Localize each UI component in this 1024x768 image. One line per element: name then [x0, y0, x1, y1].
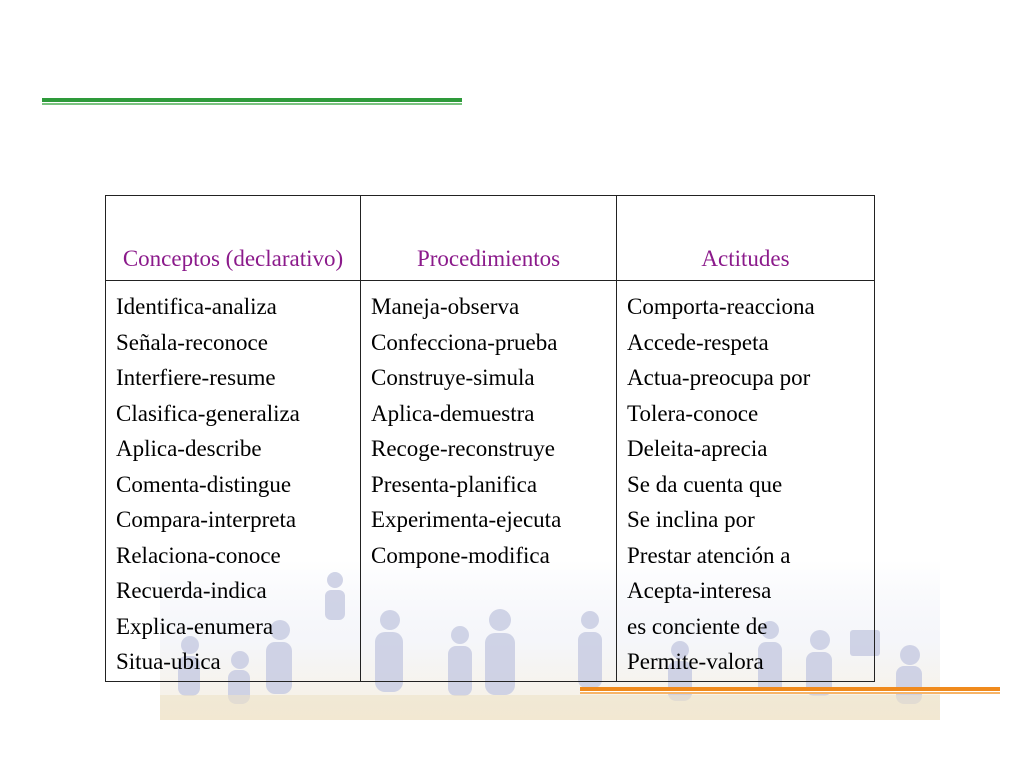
procedimientos-list: [371, 289, 616, 573]
list-item: Compone-modifica: [371, 542, 550, 568]
header-actitudes: Actitudes: [617, 196, 875, 281]
list-item: Identifica-analiza: [116, 294, 277, 319]
content-types-table: [105, 195, 875, 682]
list-item: Recoge-reconstruye: [371, 436, 555, 461]
list-item: Recuerda-indica: [116, 578, 267, 603]
list-item: Actua-preocupa por: [627, 365, 811, 390]
list-item: Maneja-observa: [371, 294, 520, 319]
conceptos-list: [116, 289, 360, 680]
top-green-divider: [42, 98, 462, 105]
list-item: Clasifica-generaliza: [116, 400, 300, 426]
list-item: Comenta-distingue: [116, 471, 292, 497]
bottom-orange-divider: [580, 687, 1000, 694]
list-item: Confecciona-prueba: [371, 329, 558, 355]
list-item: Situa-ubica: [116, 649, 221, 674]
header-conceptos: Conceptos (declarativo): [106, 196, 361, 281]
procedimientos-cell: [361, 281, 617, 682]
list-item: Construye-simula: [371, 365, 535, 390]
list-item: Interfiere-resume: [116, 365, 276, 390]
list-item: Prestar atención a: [627, 542, 791, 568]
header-procedimientos: Procedimientos: [361, 196, 617, 281]
list-item: Se inclina por: [627, 507, 755, 532]
list-item: Aplica-demuestra: [371, 400, 535, 426]
list-item: es conciente de: [627, 613, 768, 639]
list-item: Tolera-conoce: [627, 400, 759, 426]
actitudes-list: [627, 289, 874, 680]
list-item: Experimenta-ejecuta: [371, 507, 562, 532]
list-item: Compara-interpreta: [116, 507, 297, 532]
list-item: Relaciona-conoce: [116, 542, 281, 568]
list-item: Se da cuenta que: [627, 471, 783, 497]
list-item: Aplica-describe: [116, 436, 262, 461]
list-item: Señala-reconoce: [116, 329, 268, 355]
list-item: Deleita-aprecia: [627, 436, 768, 461]
list-item: Presenta-planifica: [371, 471, 538, 497]
list-item: Explica-enumera: [116, 613, 274, 639]
list-item: Comporta-reacciona: [627, 294, 815, 319]
table-header-row: [106, 196, 875, 281]
list-item: Permite-valora: [627, 649, 764, 674]
conceptos-cell: [106, 281, 361, 682]
actitudes-cell: [617, 281, 875, 682]
list-item: Acepta-interesa: [627, 578, 772, 603]
list-item: Accede-respeta: [627, 329, 769, 355]
table-body-row: [106, 281, 875, 682]
